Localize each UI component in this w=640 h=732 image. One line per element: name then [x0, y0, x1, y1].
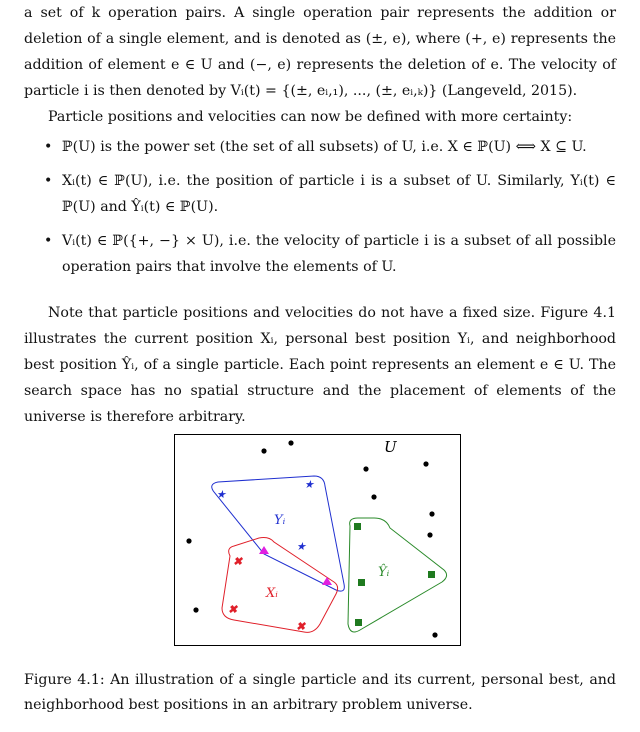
- neighborhood-best-square: [358, 579, 365, 586]
- particle-universe-diagram: [174, 434, 461, 646]
- personal-best-star: ★: [304, 478, 314, 491]
- universe-label: U: [384, 438, 397, 456]
- element-point: [363, 466, 368, 471]
- figure-caption: Figure 4.1: An illustration of a single particle and its current, personal best, and neighborhood best positions in an arbitrary problem universe.: [24, 672, 616, 713]
- element-point: [427, 532, 432, 537]
- element-point: [193, 607, 198, 612]
- current-cross: ✖: [233, 555, 243, 568]
- personal-best-label: Yᵢ: [274, 513, 286, 528]
- neighborhood-best-label: Ŷᵢ: [378, 565, 390, 580]
- personal-best-star: ★: [216, 488, 226, 501]
- neighborhood-best-square: [428, 571, 435, 578]
- definition-velocity: • Vᵢ(t) ∈ ℙ({+, −} × U), i.e. the velocity of particle i is a subset of all possible operation pairs that involve the elements of U.: [24, 228, 616, 280]
- current-cross: ✖: [228, 603, 238, 616]
- neighborhood-best-square: [354, 523, 361, 530]
- element-point: [186, 538, 191, 543]
- current-cross: ✖: [296, 620, 306, 633]
- paper-body: [24, 0, 616, 430]
- personal-best-star: ★: [296, 540, 306, 553]
- element-point: [261, 448, 266, 453]
- element-point: [429, 511, 434, 516]
- definition-position: • Xᵢ(t) ∈ ℙ(U), i.e. the position of particle i is a subset of U. Similarly, Yᵢ(t) ∈ ℙ(U) and Ŷᵢ(t) ∈ ℙ(U).: [24, 168, 616, 220]
- definition-power-set: • ℙ(U) is the power set (the set of all subsets) of U, i.e. X ∈ ℙ(U) ⟺ X ⊆ U.: [24, 134, 616, 160]
- element-point: [432, 632, 437, 637]
- figure-4-1: [174, 434, 461, 646]
- universe-border: [175, 435, 461, 646]
- paragraph-figure-description: Note that particle positions and velocities do not have a fixed size. Figure 4.1 illustrates the current position Xᵢ, personal best position Yᵢ, and neighborhood best position Ŷᵢ, of a single particle. Each point represents an element e ∈ U. The search space has no spatial structure and the placement of elements of the universe is therefore arbitrary.: [24, 305, 616, 425]
- definition-list: [24, 134, 616, 280]
- element-point: [423, 461, 428, 466]
- current-label: Xᵢ: [266, 586, 278, 601]
- neighborhood-best-square: [355, 619, 362, 626]
- paragraph-definitions-intro: Particle positions and velocities can now be defined with more certainty:: [48, 109, 573, 125]
- element-point: [288, 440, 293, 445]
- paragraph-operation-pairs: a set of k operation pairs. A single operation pair represents the addition or deletion of a single element, and is denoted as (±, e), where (+, e) represents the addition of element e ∈ U and (−, e) represents the deletion of e. The velocity of particle i is then denoted by Vᵢ(t) = {(±, eᵢ,₁), ..., (±, eᵢ,ₖ)} (Langeveld, 2015).: [24, 5, 616, 99]
- element-point: [371, 494, 376, 499]
